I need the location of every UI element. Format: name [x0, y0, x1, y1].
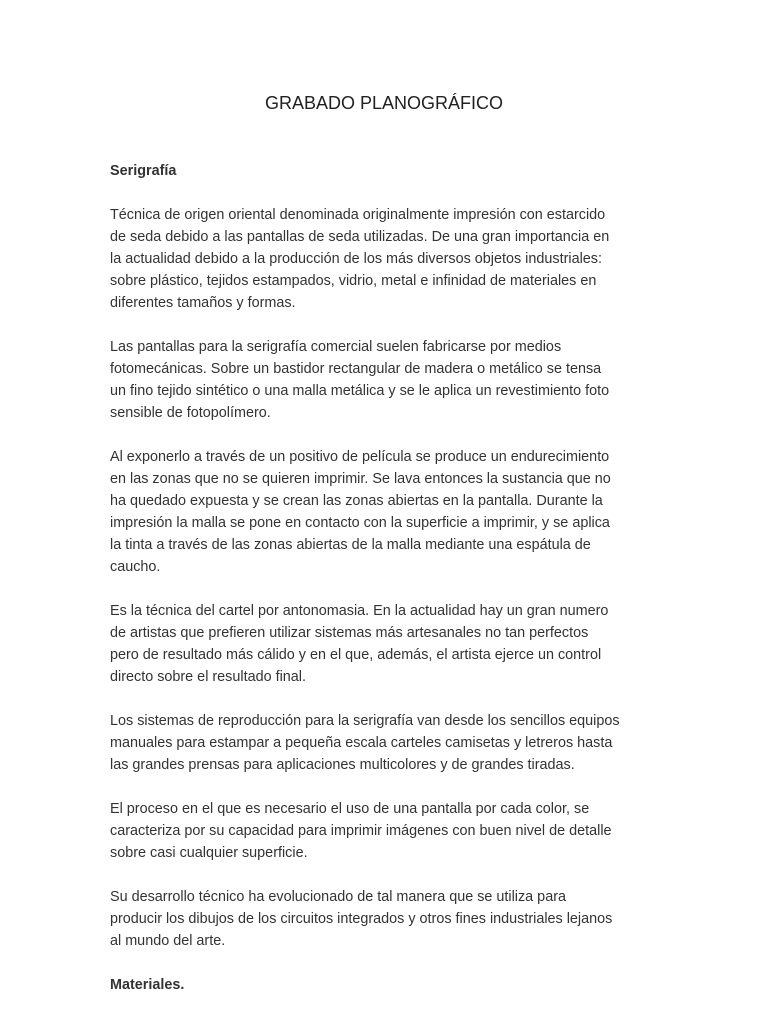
- paragraph-line: directo sobre el resultado final.: [110, 669, 306, 685]
- paragraph-line: Es la técnica del cartel por antonomasia. En la actualidad hay un gran numero: [110, 603, 609, 619]
- section-heading-materiales: Materiales.: [110, 977, 185, 993]
- paragraph-2: [110, 336, 666, 424]
- paragraph-line: Las pantallas para la serigrafía comercial suelen fabricarse por medios: [110, 339, 562, 355]
- paragraph-3: [110, 446, 666, 578]
- paragraph-line: impresión la malla se pone en contacto con la superficie a imprimir, y se aplica: [110, 515, 610, 531]
- paragraph-1: [110, 204, 666, 314]
- section-heading-serigrafia: Serigrafía: [110, 163, 177, 179]
- paragraph-line: las grandes prensas para aplicaciones multicolores y de grandes tiradas.: [110, 757, 575, 773]
- paragraph-line: sensible de fotopolímero.: [110, 405, 271, 421]
- paragraph-6: [110, 798, 666, 864]
- paragraph-line: caracteriza por su capacidad para imprimir imágenes con buen nivel de detalle: [110, 823, 612, 839]
- paragraph-line: Técnica de origen oriental denominada originalmente impresión con estarcido: [110, 207, 606, 223]
- paragraph-line: la actualidad debido a la producción de los más diversos objetos industriales:: [110, 251, 602, 267]
- paragraph-line: la tinta a través de las zonas abiertas de la malla mediante una espátula de: [110, 537, 591, 553]
- paragraph-line: pero de resultado más cálido y en el que, además, el artista ejerce un control: [110, 647, 602, 663]
- paragraph-line: Al exponerlo a través de un positivo de película se produce un endurecimiento: [110, 449, 610, 465]
- page-title: GRABADO PLANOGRÁFICO: [264, 93, 504, 113]
- paragraph-line: en las zonas que no se quieren imprimir. Se lava entonces la sustancia que no: [110, 471, 611, 487]
- paragraph-line: producir los dibujos de los circuitos integrados y otros fines industriales lejanos: [110, 911, 613, 927]
- paragraph-line: caucho.: [110, 559, 161, 575]
- paragraph-line: de artistas que prefieren utilizar sistemas más artesanales no tan perfectos: [110, 625, 589, 641]
- paragraph-line: manuales para estampar a pequeña escala carteles camisetas y letreros hasta: [110, 735, 613, 751]
- paragraph-line: sobre plástico, tejidos estampados, vidrio, metal e infinidad de materiales en: [110, 273, 597, 289]
- paragraph-line: un fino tejido sintético o una malla metálica y se le aplica un revestimiento foto: [110, 383, 610, 399]
- paragraph-7: [110, 886, 666, 952]
- paragraph-line: sobre casi cualquier superficie.: [110, 845, 308, 861]
- paragraph-line: ha quedado expuesta y se crean las zonas abiertas en la pantalla. Durante la: [110, 493, 603, 509]
- paragraph-line: diferentes tamaños y formas.: [110, 295, 296, 311]
- paragraph-list: [110, 204, 666, 952]
- paragraph-5: [110, 710, 666, 776]
- document-body: [110, 160, 666, 1018]
- paragraph-line: Los sistemas de reproducción para la serigrafía van desde los sencillos equipos: [110, 713, 620, 729]
- paragraph-line: Su desarrollo técnico ha evolucionado de tal manera que se utiliza para: [110, 889, 566, 905]
- paragraph-4: [110, 600, 666, 688]
- paragraph-line: de seda debido a las pantallas de seda utilizadas. De una gran importancia en: [110, 229, 610, 245]
- paragraph-line: El proceso en el que es necesario el uso de una pantalla por cada color, se: [110, 801, 590, 817]
- paragraph-line: al mundo del arte.: [110, 933, 226, 949]
- paragraph-line: fotomecánicas. Sobre un bastidor rectangular de madera o metálico se tensa: [110, 361, 602, 377]
